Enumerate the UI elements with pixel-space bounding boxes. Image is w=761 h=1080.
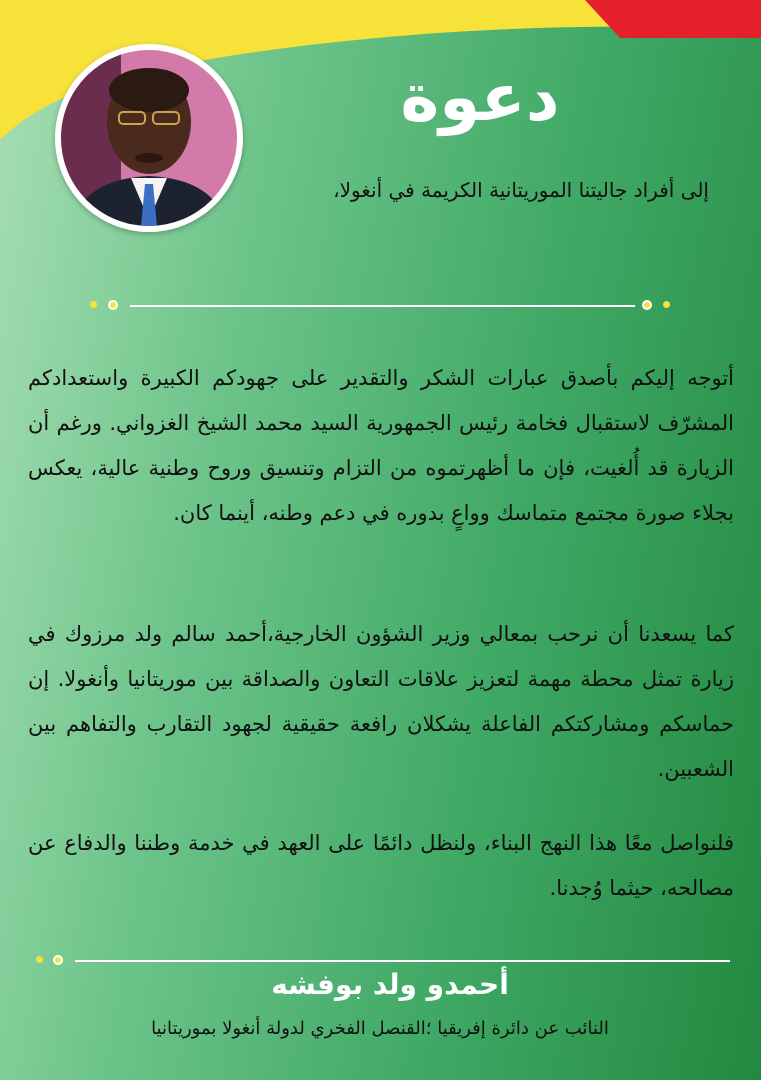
signer-position: النائب عن دائرة إفريقيا ؛القنصل الفخري لدولة أنغولا بموريتانيا (151, 1018, 609, 1039)
divider-dot (108, 300, 118, 310)
letter-paragraph-2: كما يسعدنا أن نرحب بمعالي وزير الشؤون الخارجية،أحمد سالم ولد مرزوك في زيارة تمثل محطة مهمة لتعزيز علاقات التعاون والصداقة بين موريتانيا وأنغولا. إن حماسكم ومشاركتكم الفاعلة يشكلان رافعة حقيقية لجهود التقارب والتفاهم بين الشعبين. (28, 622, 734, 781)
letter-paragraph-3: فلنواصل معًا هذا النهج البناء، ولنظل دائمًا على العهد في خدمة وطننا والدفاع عن مصالحه، حيثما وُجدنا. (28, 831, 734, 900)
divider-dot (642, 300, 652, 310)
invitation-addressee: إلى أفراد جاليتنا الموريتانية الكريمة في أنغولا، (333, 178, 709, 202)
divider-dot (90, 301, 97, 308)
divider-dot (663, 301, 670, 308)
letter-paragraph-1: أتوجه إليكم بأصدق عبارات الشكر والتقدير على جهودكم الكبيرة واستعدادكم المشرّف لاستقبال فخامة رئيس الجمهورية السيد محمد الشيخ الغزواني. ورغم أن الزيارة قد أُلغيت، فإن ما أظهرتموه من التزام وتنسيق وروح وطنية عالية، يعكس بجلاء صورة مجتمع متماسك وواعٍ بدوره في دعم وطنه، أينما كان. (28, 366, 734, 525)
divider-line (75, 960, 730, 962)
divider-dot (36, 956, 43, 963)
divider-line (130, 305, 635, 307)
signer-name: أحمدو ولد بوفشه (271, 968, 509, 1001)
invitation-title: دعوة (400, 59, 560, 136)
divider-dot (53, 955, 63, 965)
portrait-photo (55, 44, 243, 232)
